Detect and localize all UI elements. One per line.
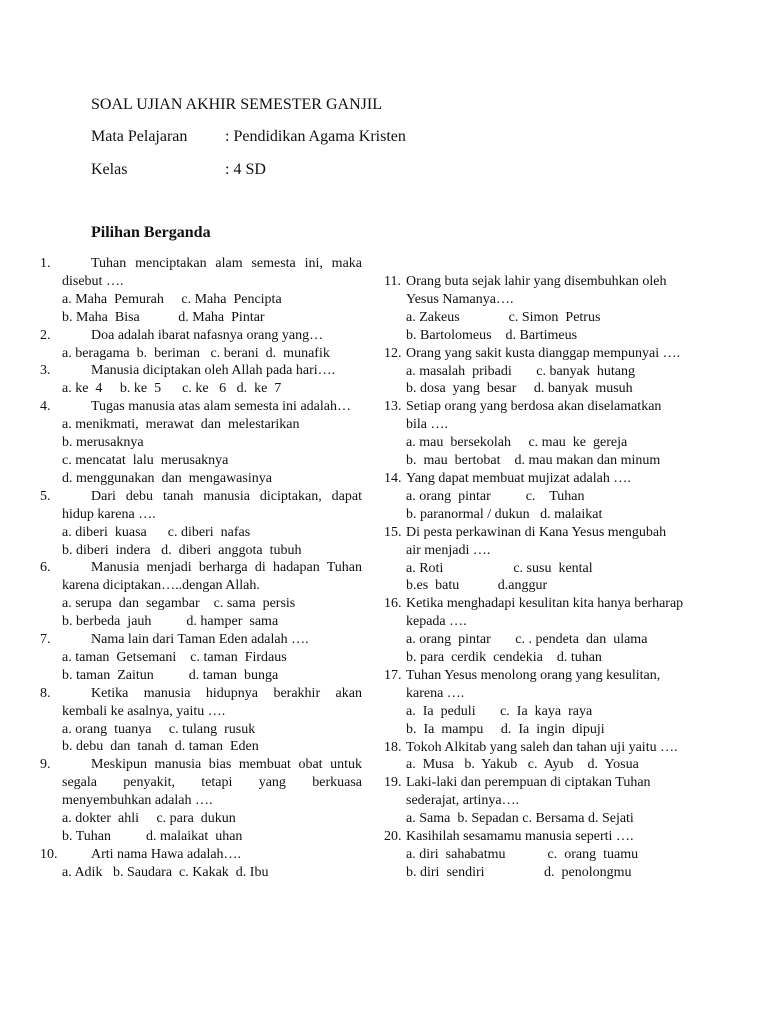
question-number: 12.: [384, 345, 402, 361]
question-text: Setiap orang yang berdosa akan diselamatkan bila ….: [406, 399, 662, 433]
answer-options: b. dosa yang besar d. banyak musuh: [406, 381, 633, 397]
question-item: [40, 559, 362, 631]
question-text: Manusia menjadi berharga di hadapan Tuhan karena diciptakan…..dengan Allah.: [62, 560, 362, 594]
question-number: 7.: [40, 632, 51, 648]
answer-options: b. para cerdik cendekia d. tuhan: [406, 650, 602, 666]
answer-options: d. menggunakan dan mengawasinya: [62, 470, 272, 486]
question-item: [384, 774, 684, 828]
section-title: Pilihan Berganda: [91, 224, 211, 241]
answer-options: a. Musa b. Yakub c. Ayub d. Yosua: [406, 757, 639, 773]
answer-options: b. taman Zaitun d. taman bunga: [62, 667, 279, 683]
exam-title: SOAL UJIAN AKHIR SEMESTER GANJIL: [91, 96, 382, 113]
question-text: Dari debu tanah manusia diciptakan, dapat hidup karena ….: [62, 488, 362, 522]
question-number: 6.: [40, 560, 51, 576]
answer-options: a. beragama b. beriman c. berani d. munafik: [62, 345, 330, 361]
question-item: [40, 488, 362, 560]
question-item: [384, 398, 684, 470]
answer-options: a. orang pintar c. Tuhan: [406, 488, 585, 504]
questions-left-column: [40, 255, 362, 882]
question-text: Manusia diciptakan oleh Allah pada hari….: [91, 363, 336, 379]
question-item: [40, 398, 362, 488]
answer-options: b. Tuhan d. malaikat uhan: [62, 829, 243, 844]
question-number: 10.: [40, 846, 58, 862]
answer-options: c. mencatat lalu merusaknya: [62, 452, 229, 468]
answer-options: b. diberi indera d. diberi anggota tubuh: [62, 542, 302, 558]
question-item: [384, 273, 684, 345]
answer-options: a. serupa dan segambar c. sama persis: [62, 596, 296, 612]
question-text: Meskipun manusia bias membuat obat untuk segala penyakit, tetapi yang berkuasa menyembuhkan adalah ….: [62, 757, 362, 809]
question-number: 19.: [384, 775, 402, 791]
subject-value: : Pendidikan Agama Kristen: [225, 128, 406, 145]
answer-options: a. menikmati, merawat dan melestarikan: [62, 417, 300, 433]
answer-options: a. mau bersekolah c. mau ke gereja: [406, 435, 628, 451]
answer-options: a. masalah pribadi c. banyak hutang: [406, 363, 635, 379]
question-item: [384, 739, 684, 775]
answer-options: b. mau bertobat d. mau makan dan minum: [406, 453, 661, 469]
answer-options: b.es batu d.anggur: [406, 578, 548, 594]
question-text: Tuhan menciptakan alam semesta ini, maka disebut ….: [62, 256, 362, 289]
question-number: 15.: [384, 524, 402, 540]
question-number: 13.: [384, 399, 402, 415]
question-item: [40, 631, 362, 685]
question-number: 2.: [40, 327, 51, 343]
answer-options: a. dokter ahli c. para dukun: [62, 811, 236, 827]
answer-options: a. Adik b. Saudara c. Kakak d. Ibu: [62, 864, 269, 880]
question-item: [384, 595, 684, 667]
question-text: Tokoh Alkitab yang saleh dan tahan uji yaitu ….: [406, 739, 678, 755]
question-number: 11.: [384, 274, 401, 289]
question-text: Yang dapat membuat mujizat adalah ….: [406, 470, 631, 486]
question-text: Kasihilah sesamamu manusia seperti ….: [406, 829, 634, 845]
answer-options: a. taman Getsemani c. taman Firdaus: [62, 649, 287, 665]
question-number: 8.: [40, 685, 51, 701]
answer-options: b. paranormal / dukun d. malaikat: [406, 506, 603, 522]
answer-options: a. Maha Pemurah c. Maha Pencipta: [62, 291, 282, 307]
question-item: [384, 524, 684, 596]
answer-options: a. Sama b. Sepadan c. Bersama d. Sejati: [406, 811, 634, 827]
question-text: Tugas manusia atas alam semesta ini adalah…: [91, 399, 351, 415]
answer-options: a. orang pintar c. . pendeta dan ulama: [406, 632, 648, 648]
question-item: [384, 470, 684, 524]
answer-options: a. diberi kuasa c. diberi nafas: [62, 524, 251, 540]
question-number: 4.: [40, 399, 51, 415]
answer-options: a. diri sahabatmu c. orang tuamu: [406, 847, 639, 862]
question-item: [40, 756, 362, 846]
answer-options: b. Maha Bisa d. Maha Pintar: [62, 309, 265, 325]
answer-options: b. Bartolomeus d. Bartimeus: [406, 327, 578, 343]
question-item: [40, 327, 362, 363]
answer-options: a. Ia peduli c. Ia kaya raya: [406, 703, 593, 719]
answer-options: b. debu dan tanah d. taman Eden: [62, 739, 259, 755]
question-text: Laki-laki dan perempuan di ciptakan Tuhan sederajat, artinya….: [406, 775, 651, 809]
answer-options: a. Zakeus c. Simon Petrus: [406, 309, 601, 325]
question-item: [40, 362, 362, 398]
question-text: Orang buta sejak lahir yang disembuhkan oleh Yesus Namanya….: [406, 274, 667, 307]
question-item: [384, 667, 684, 739]
answer-options: b. berbeda jauh d. hamper sama: [62, 614, 279, 630]
class-value: : 4 SD: [225, 161, 266, 178]
question-text: Di pesta perkawinan di Kana Yesus mengubah air menjadi ….: [406, 524, 667, 558]
question-number: 1.: [40, 256, 51, 271]
question-number: 16.: [384, 596, 402, 612]
question-item: [40, 255, 362, 327]
question-number: 20.: [384, 829, 402, 845]
question-text: Nama lain dari Taman Eden adalah ….: [91, 632, 309, 648]
class-label: Kelas: [91, 161, 128, 178]
question-number: 14.: [384, 470, 402, 486]
subject-label: Mata Pelajaran: [91, 128, 188, 145]
answer-options: a. ke 4 b. ke 5 c. ke 6 d. ke 7: [62, 381, 282, 397]
questions-right-column: [384, 273, 684, 882]
question-number: 17.: [384, 667, 402, 683]
question-item: [40, 685, 362, 757]
question-item: [40, 846, 362, 882]
question-text: Doa adalah ibarat nafasnya orang yang…: [91, 327, 324, 343]
question-number: 9.: [40, 757, 51, 773]
answer-options: b. diri sendiri d. penolongmu: [406, 864, 632, 880]
question-item: [384, 345, 684, 399]
question-text: Orang yang sakit kusta dianggap mempunyai ….: [406, 345, 681, 361]
question-text: Tuhan Yesus menolong orang yang kesulitan, karena ….: [406, 667, 661, 701]
question-item: [384, 828, 684, 882]
question-text: Ketika menghadapi kesulitan kita hanya berharap kepada ….: [406, 596, 684, 630]
answer-options: b. merusaknya: [62, 435, 144, 451]
question-number: 18.: [384, 739, 402, 755]
question-text: Arti nama Hawa adalah….: [91, 846, 242, 862]
question-number: 5.: [40, 488, 51, 504]
answer-options: a. Roti c. susu kental: [406, 560, 593, 576]
question-text: Ketika manusia hidupnya berakhir akan kembali ke asalnya, yaitu ….: [62, 685, 362, 719]
answer-options: a. orang tuanya c. tulang rusuk: [62, 721, 256, 737]
answer-options: b. Ia mampu d. Ia ingin dipuji: [406, 721, 605, 737]
question-number: 3.: [40, 363, 51, 379]
